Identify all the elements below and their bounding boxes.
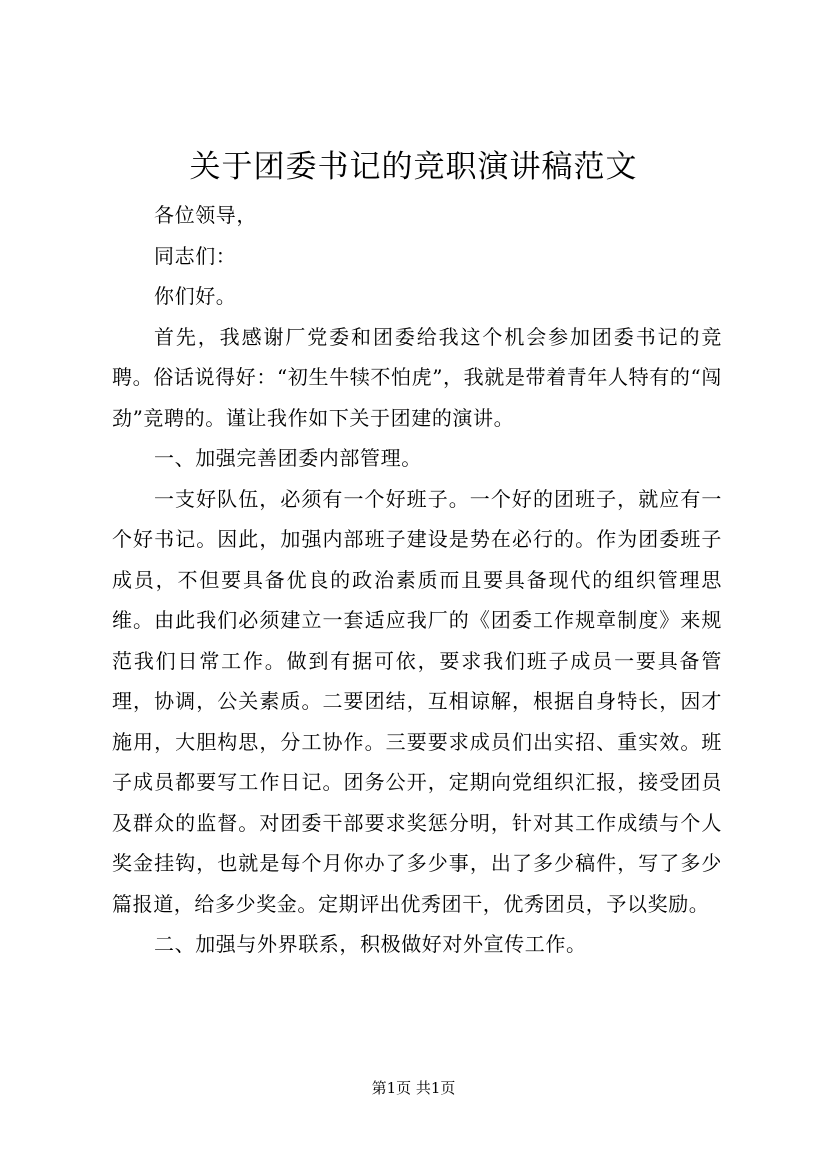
salutation-leaders: 各位领导， — [154, 203, 257, 227]
greeting: 你们好。 — [154, 284, 237, 308]
document-title: 关于团委书记的竞职演讲稿范文 — [189, 149, 638, 185]
intro-paragraph: 首先，我感谢厂党委和团委给我这个机会参加团委书记的竞聘。俗话说得好：“初生牛犊不怕虎”，我就是带着青年人特有的“闯劲”竞聘的。谨让我作如下关于团建的演讲。 — [112, 324, 722, 430]
page-footer: 第1页 共1页 — [371, 1079, 456, 1097]
salutation-comrades: 同志们： — [154, 243, 237, 268]
section-1-paragraph: 一支好队伍，必须有一个好班子。一个好的团班子，就应有一个好书记。因此，加强内部班子建设是势在必行的。作为团委班子成员，不但要具备优良的政治素质而且要具备现代的组织管理思维。由此我们必须建立一套适应我厂的《团委工作规章制度》来规范我们日常工作。做到有据可依，要求我们班子成员一要具备管理，协调，公关素质。二要团结，互相谅解，根据自身特长，因才施用，大胆构思，分工协作。三要要求成员们出实招、重实效。班子成员都要写工作日记。团务公开，定期向党组织汇报，接受团员及群众的监督。对团委干部要求奖惩分明，针对其工作成绩与个人奖金挂钩，也就是每个月你办了多少事，出了多少稿件，写了多少篇报道，给多少奖金。定期评出优秀团干，优秀团员，予以奖励。 — [112, 486, 722, 916]
section-heading-1: 一、加强完善团委内部管理。 — [154, 446, 422, 470]
document-body — [112, 195, 722, 965]
section-heading-2: 二、加强与外界联系，积极做好对外宣传工作。 — [154, 932, 587, 956]
